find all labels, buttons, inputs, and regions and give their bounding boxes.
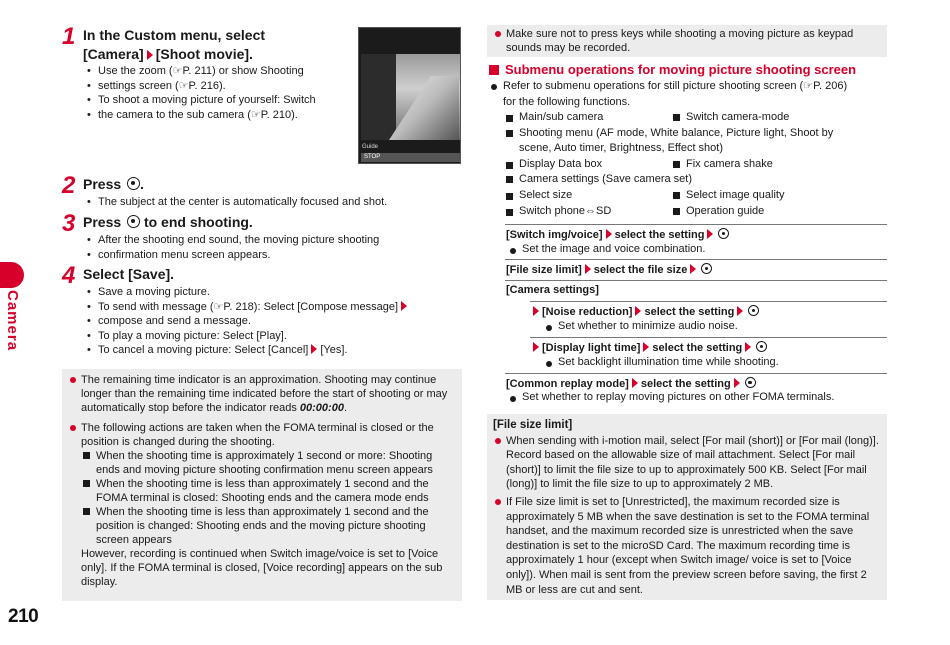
arrow-right-icon	[734, 378, 740, 388]
step-bullets: • Save a moving picture. • To send with message (☞P. 218): Select [Compose message] • compose and send a message. • To play a moving picture: Select [Play]. • To cancel a moving picture: Select [Cancel] [Yes].	[85, 285, 410, 358]
center-key-icon	[127, 177, 140, 190]
step-bullets: • The subject at the center is automatically focused and shot.	[85, 195, 387, 210]
note-subitem: When the shooting time is less than approximately 1 second and the position is changed: Shooting ends and the moving picture shooting screen appears	[68, 505, 456, 547]
file-size-limit-box	[487, 414, 887, 600]
note-item: When sending with i-motion mail, select [For mail (short)] or [For mail (long)]. Record based on the allowable size of mail attachment. Select [For mail (short)] to limit the file size to up to approximately 500 KB. Select [For mail (long)] to limit the file size to up to approximately 2 MB.	[493, 434, 881, 492]
arrow-right-icon	[707, 229, 713, 239]
center-key-icon	[718, 228, 729, 239]
section-tab-marker	[0, 262, 24, 288]
arrow-right-icon	[401, 301, 407, 311]
section-label: Camera	[4, 290, 21, 352]
box-title: [File size limit]	[493, 419, 573, 431]
step-bullets: • After the shooting end sound, the moving picture shooting • confirmation menu screen appears.	[85, 233, 379, 262]
note-item: If File size limit is set to [Unrestricted], the maximum recorded size is approximately 5 MB when the save destination is set to the FOMA terminal handset, and the maximum recorded size is unrestricted when the save destination is set to the microSD Card. The maximum recording time is approximately 1 hour (except when Switch image/ voice is set to [Voice only]). When mail is sent from the preview screen before saving, the first 2 MB or less are cut and sent.	[493, 495, 881, 597]
step-number: 3	[62, 210, 76, 237]
divider	[530, 337, 887, 338]
stop-bar: STOP	[361, 153, 460, 162]
arrow-right-icon	[635, 306, 641, 316]
divider	[505, 373, 887, 374]
step-title: In the Custom menu, select [Camera] [Shoot movie].	[83, 27, 266, 62]
notes-box	[62, 369, 462, 601]
keypad-note-box: Make sure not to press keys while shooting a moving picture as keypad sounds may be recorded.	[487, 25, 887, 57]
arrow-right-icon	[585, 264, 591, 274]
arrow-right-icon	[147, 50, 153, 60]
guide-label: Guide	[362, 144, 379, 150]
submenu-items: Main/sub camera Switch camera-mode Shooting menu (AF mode, White balance, Picture light, Shoot by scene, Auto timer, Brightness, Effect shot) Display Data box Fix camera shake Camera settings (Save camera set) Select size Select image quality Switch phone⇔SD Operation guide	[505, 110, 833, 219]
divider	[530, 301, 887, 302]
step-number: 4	[62, 262, 76, 289]
center-key-icon	[701, 263, 712, 274]
arrow-right-icon	[690, 264, 696, 274]
step-bullets: • Use the zoom (☞P. 211) or show Shooting • settings screen (☞P. 216). • To shoot a moving picture of yourself: Switch • the camera to the sub camera (☞P. 210).	[85, 64, 316, 122]
arrow-right-icon	[745, 342, 751, 352]
center-key-icon	[748, 305, 759, 316]
op-switch-img: [Switch img/voice] select the setting	[506, 228, 729, 241]
op-camera-settings: [Camera settings]	[506, 284, 599, 296]
divider	[505, 224, 887, 225]
op-display-light: [Display light time] select the setting	[530, 341, 767, 354]
arrow-right-icon	[643, 342, 649, 352]
center-key-icon	[745, 377, 756, 388]
camera-preview-screenshot	[358, 27, 461, 164]
arrow-right-icon	[533, 306, 539, 316]
step-title: Press .	[83, 176, 144, 192]
op-file-size: [File size limit] select the file size	[506, 263, 712, 276]
step-number: 2	[62, 172, 76, 199]
step-title: Press to end shooting.	[83, 214, 253, 230]
op-noise-reduction: [Noise reduction] select the setting	[530, 305, 759, 318]
center-key-icon	[127, 215, 140, 228]
note-item: The following actions are taken when the FOMA terminal is closed or the position is changed during the shooting.	[68, 421, 456, 449]
center-key-icon	[756, 341, 767, 352]
arrow-right-icon	[632, 378, 638, 388]
op-common-replay: [Common replay mode] select the setting	[506, 377, 756, 390]
step-title: Select [Save].	[83, 266, 175, 282]
note-subitem: When the shooting time is less than approximately 1 second and the FOMA terminal is closed: Shooting ends and the camera mode ends	[68, 477, 456, 505]
note-tail: However, recording is continued when Switch image/voice is set to [Voice only]. If the FOMA terminal is closed, [Voice recording] appears on the sub display.	[81, 548, 443, 588]
arrow-right-icon	[311, 344, 317, 354]
submenu-intro: Refer to submenu operations for still picture shooting screen (☞P. 206) for the following functions.	[489, 79, 847, 110]
step-number: 1	[62, 23, 76, 50]
arrow-right-icon	[737, 306, 743, 316]
arrow-right-icon	[606, 229, 612, 239]
divider	[505, 259, 887, 260]
divider	[505, 280, 887, 281]
submenu-heading: Submenu operations for moving picture shooting screen	[489, 62, 856, 77]
note-item: The remaining time indicator is an approximation. Shooting may continue longer than the remaining time indicated before the start of shooting or may automatically stop before the indicator reads 00:00:00.	[68, 373, 456, 415]
page-number: 210	[8, 606, 39, 627]
note-subitem: When the shooting time is approximately 1 second or more: Shooting ends and moving picture shooting confirmation menu screen appears	[68, 449, 456, 477]
arrow-right-icon	[533, 342, 539, 352]
